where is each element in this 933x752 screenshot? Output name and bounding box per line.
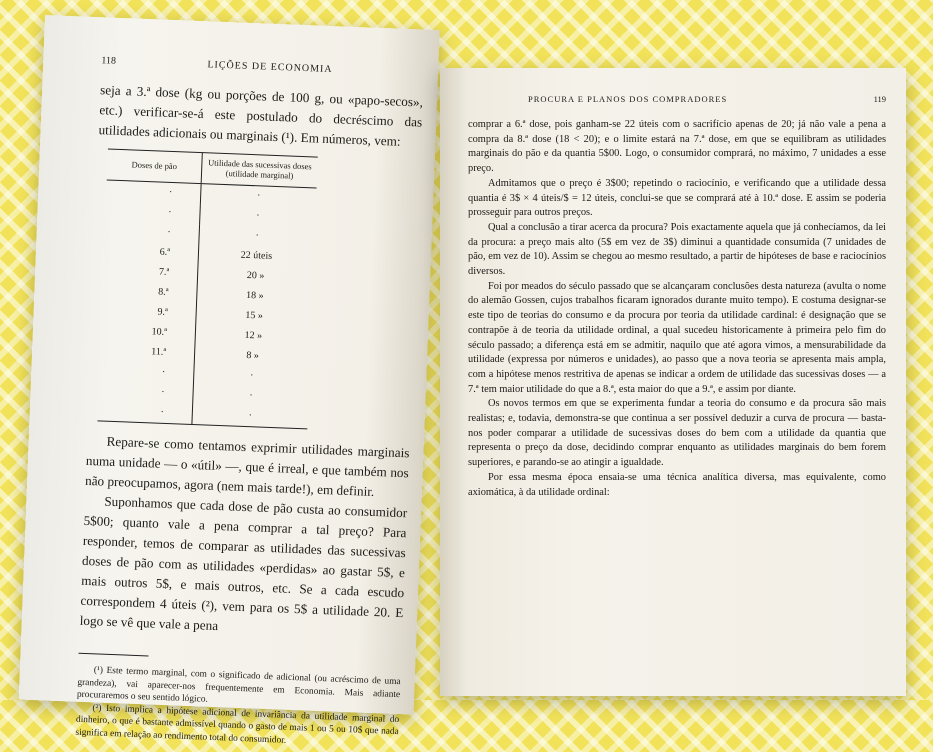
table-cell-dose: 6.ª: [104, 240, 199, 264]
table-cell-utility: ·: [255, 230, 260, 242]
left-paragraph-2: Suponhamos que cada dose de pão custa ao consumidor 5$00; quanto vale a pena comprar a tal preço? Para responder, temos de comparar as utilidades das sucessivas doses de pão com as utilidades «perdidas» ao gastar 5$, e mais outros 5$, e mais outros, etc. Se a cada escudo correspondem 4 úteis (²), vem para os 5$ a utilidade 20. E logo se vê que vale a pena: [79, 493, 408, 634]
table-cell-dose: ·: [98, 380, 193, 404]
table-cell-utility: 15 »: [245, 309, 264, 322]
right-page-number: 119: [873, 94, 886, 104]
table-header-doses: Doses de pão: [107, 149, 203, 184]
table-body: [97, 180, 316, 429]
table-cell-utility: 8 »: [246, 349, 260, 362]
table-cell-dose: ·: [99, 360, 194, 384]
table-cell-utility: ·: [256, 190, 261, 202]
table-cell-dose: ·: [104, 220, 199, 244]
footnote-rule: [79, 653, 149, 657]
left-intro: seja a 3.ª dose (kg ou porções de 100 g, ou «papo-secos», etc.) verificar-se-á este postulado do decréscimo das utilidades adicionais ou marginais (¹). Em números, vem:: [98, 82, 424, 149]
table-cell-utility: 18 »: [245, 289, 264, 302]
table-cell-dose: 7.ª: [103, 260, 198, 284]
left-page-number: 118: [101, 55, 117, 67]
table-cell-dose: 8.ª: [102, 280, 197, 304]
right-running-title: PROCURA E PLANOS DOS COMPRADORES: [528, 94, 728, 104]
footnote-2: (²) Isto implica a hipótese adicional de invariância da utilidade marginal do dinheiro, o que é bastante admissível quando o gasto de mais 1 ou 5 ou 10$ que nada significa em relação ao rendimento total do consumidor.: [75, 702, 400, 746]
footnote-1: (¹) Este termo marginal, com o significado de adicional (ou acréscimo de uma grandeza), vai aparecer-nos frequentemente em Economia. Mais adiante procuraremos o seu sentido lógico.: [76, 665, 401, 705]
table-cell-dose: 11.ª: [100, 340, 195, 364]
table-cell-dose: ·: [97, 400, 192, 424]
table-cell-dose: 9.ª: [101, 300, 196, 324]
right-paragraph-4: Foi por meados do século passado que se alcançaram conclusões desta natureza (avulta o nome do alemão Gossen, cujos trabalhos ficaram ignorados durante muito tempo). E costuma designar-se este tipo de teorias do consumo e da procura por teoria da utilidade cardinal: é designação que se contrapõe à de teoria da utilidade ordinal, a qual sucedeu historicamente à primeira pelo fim do século passado; a diferença está em se admitir, naquilo que até agora vimos, a mensurabilidade da utilidade (expressa por números e unidades), ao passo que a nova teoria se apresenta mais ampla, com a hipótese menos restritiva de apenas se indicar a ordem de utilidade das sucessivas doses — a 7.ª tem maior utilidade do que a 8.ª, esta maior do que a 9.ª, e assim por diante.: [468, 280, 886, 395]
left-body: [79, 80, 423, 643]
right-running-head: [468, 94, 886, 104]
right-paragraph-5: Os novos termos em que se experimenta fundar a teoria do consumo e da procura são mais realistas; e, todavia, demonstra-se que continua a ser possível deduzir a curva de procura — basta-nos poder comparar a utilidade de sucessivas doses do bem com a utilidade da quantia que representa o preço da dose, decidindo comprar enquanto as utilidades marginais do bem forem superiores, e parando-se ao atingir a igualdade.: [468, 398, 886, 469]
right-body: [468, 118, 886, 500]
table-cell-utility: ·: [249, 370, 254, 382]
right-page: [440, 68, 906, 696]
table-cell-utility: ·: [249, 390, 253, 402]
table-cell-dose: ·: [106, 180, 201, 204]
right-paragraph-1: comprar a 6.ª dose, pois ganham-se 22 úteis com o sacrifício apenas de 20; já não vale a pena a compra da 8.ª dose (18 < 20); e o limite estará na 7.ª dose, em que se equilibram as utilidades marginais do pão e da quantia 5$00. Logo, o consumidor comprará, no máximo, 7 unidades a esse preço.: [468, 119, 886, 175]
left-page: [19, 15, 440, 746]
left-running-title: LIÇÕES DE ECONOMIA: [207, 59, 333, 76]
footnotes: [75, 664, 401, 751]
table-header-utility: Utilidade das sucessivas doses (utilidade marginal): [201, 153, 318, 188]
left-paragraph-1: Repare-se como tentamos exprimir utilidades marginais numa unidade — o «útil» —, que é irreal, e que também nos não preocupamos, agora (nem mais tarde!), em definir.: [84, 433, 410, 499]
table-cell-utility: 12 »: [244, 329, 263, 342]
table-cell-utility: ·: [256, 210, 260, 222]
table-cell-utility: 22 úteis: [240, 249, 273, 262]
right-paragraph-3: Qual a conclusão a tirar acerca da procura? Pois exactamente aquela que já conhecíamos, da lei da procura: a preço mais alto (5$ em vez de 3$) diminui a quantidade consumida (7 unidades de pão, em vez de 10). Assim se chegou ao mesmo resultado, a partir de hipóteses de base e raciocínios diversos.: [468, 221, 886, 278]
left-running-head: [101, 55, 424, 78]
utility-table: [97, 149, 317, 430]
table-cell-dose: ·: [105, 200, 200, 224]
table-cell-utility: ·: [192, 404, 308, 429]
table-cell-dose: 10.ª: [101, 320, 196, 344]
right-paragraph-6: Por essa mesma época ensaia-se uma técnica analítica diversa, mas equivalente, como axiomática, à da utilidade ordinal:: [468, 471, 886, 498]
table-cell-utility: 20 »: [246, 269, 265, 282]
right-paragraph-2: Admitamos que o preço é 3$00; repetindo o raciocínio, e verificando que a utilidade dessa quantia é 3$ × 4 úteis/$ = 12 úteis, conclui-se que se comprará até à 10.ª dose. E assim se poderia prosseguir para outros preços.: [468, 177, 886, 219]
